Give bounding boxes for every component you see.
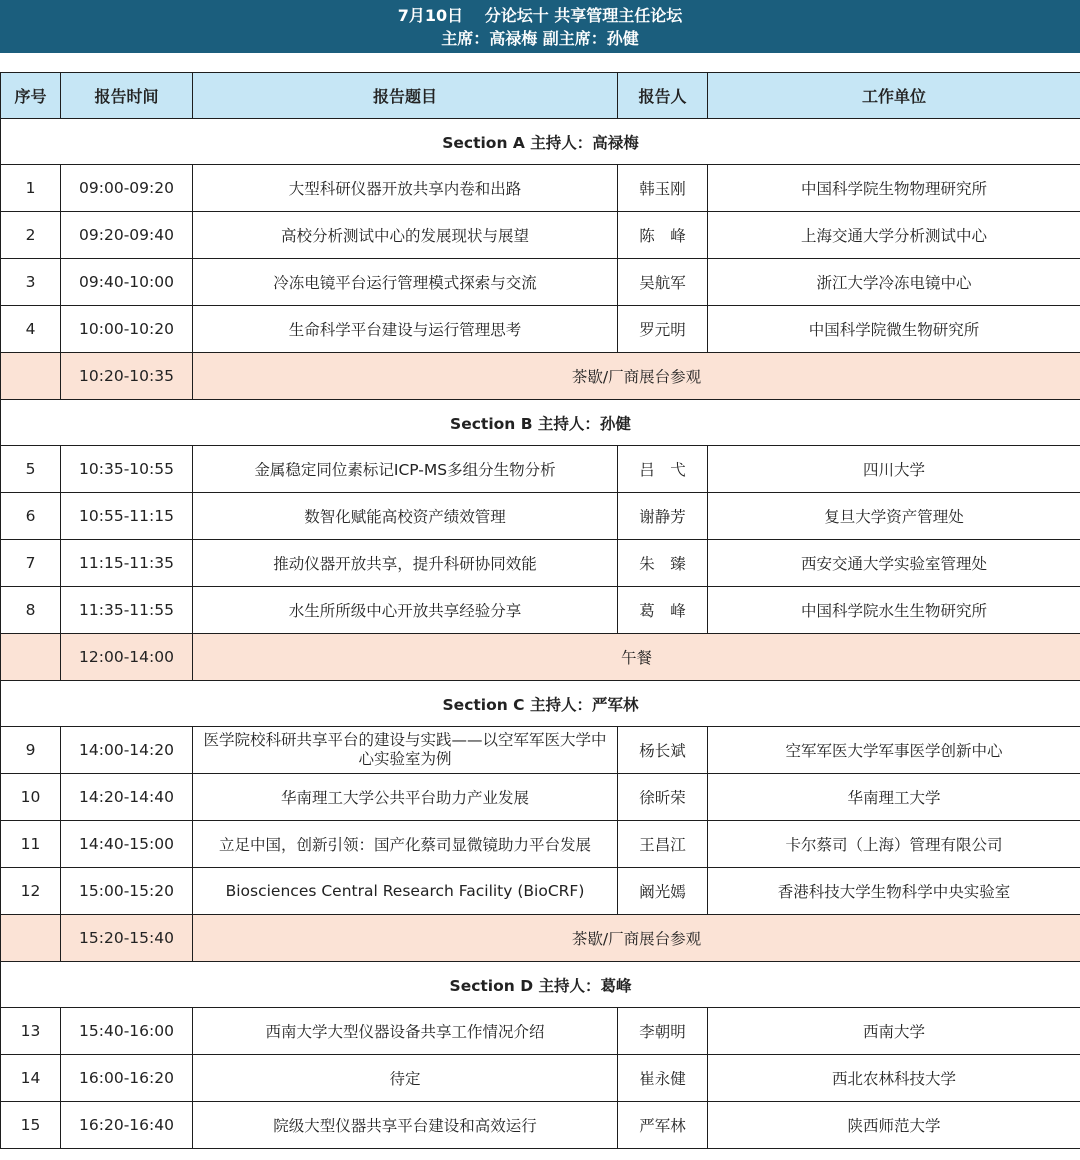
table-row [1,306,1080,353]
row-org: 中国科学院生物物理研究所 [708,165,1080,212]
row-title: 水生所所级中心开放共享经验分享 [193,587,618,634]
row-no: 4 [1,306,61,353]
row-title: 大型科研仪器开放共享内卷和出路 [193,165,618,212]
break-no [1,634,61,681]
col-header-speaker: 报告人 [618,73,708,119]
break-no [1,915,61,962]
row-speaker: 罗元明 [618,306,708,353]
row-title: 推动仪器开放共享，提升科研协同效能 [193,540,618,587]
break-time: 12:00-14:00 [61,634,193,681]
table-row [1,446,1080,493]
row-speaker: 李朝明 [618,1008,708,1055]
row-time: 11:15-11:35 [61,540,193,587]
row-title: 生命科学平台建设与运行管理思考 [193,306,618,353]
section-row-c [1,681,1080,727]
row-no: 9 [1,727,61,774]
row-no: 6 [1,493,61,540]
row-speaker: 阚光嫣 [618,868,708,915]
row-title: 西南大学大型仪器设备共享工作情况介绍 [193,1008,618,1055]
table-row [1,868,1080,915]
row-no: 1 [1,165,61,212]
section-title: Section B 主持人：孙健 [1,400,1080,446]
section-title: Section A 主持人：高禄梅 [1,119,1080,165]
table-row [1,1008,1080,1055]
row-speaker: 崔永健 [618,1055,708,1102]
row-speaker: 王昌江 [618,821,708,868]
row-title: Biosciences Central Research Facility (BioCRF) [193,868,618,915]
row-no: 8 [1,587,61,634]
row-org: 复旦大学资产管理处 [708,493,1080,540]
row-title: 金属稳定同位素标记ICP-MS多组分生物分析 [193,446,618,493]
break-label: 午餐 [193,634,1080,681]
row-speaker: 吕 弋 [618,446,708,493]
break-row [1,353,1080,400]
header-row [1,73,1080,119]
break-row [1,634,1080,681]
row-time: 15:40-16:00 [61,1008,193,1055]
row-title: 立足中国，创新引领：国产化蔡司显微镜助力平台发展 [193,821,618,868]
col-header-org: 工作单位 [708,73,1080,119]
table-row [1,727,1080,774]
row-org: 中国科学院水生生物研究所 [708,587,1080,634]
row-speaker: 韩玉刚 [618,165,708,212]
schedule-table [0,72,1080,1149]
row-no: 15 [1,1102,61,1149]
row-title: 华南理工大学公共平台助力产业发展 [193,774,618,821]
forum-chairs: 主席：高禄梅 副主席：孙健 [441,29,639,48]
row-title: 高校分析测试中心的发展现状与展望 [193,212,618,259]
row-time: 10:55-11:15 [61,493,193,540]
section-title: Section D 主持人：葛峰 [1,962,1080,1008]
row-org: 西北农林科技大学 [708,1055,1080,1102]
break-label: 茶歇/厂商展台参观 [193,353,1080,400]
row-org: 浙江大学冷冻电镜中心 [708,259,1080,306]
row-time: 14:20-14:40 [61,774,193,821]
row-org: 西南大学 [708,1008,1080,1055]
row-no: 14 [1,1055,61,1102]
row-org: 四川大学 [708,446,1080,493]
row-time: 10:00-10:20 [61,306,193,353]
row-org: 上海交通大学分析测试中心 [708,212,1080,259]
row-speaker: 严军林 [618,1102,708,1149]
row-no: 11 [1,821,61,868]
row-time: 14:00-14:20 [61,727,193,774]
row-org: 陕西师范大学 [708,1102,1080,1149]
row-org: 中国科学院微生物研究所 [708,306,1080,353]
table-row [1,1055,1080,1102]
row-org: 卡尔蔡司（上海）管理有限公司 [708,821,1080,868]
row-title: 冷冻电镜平台运行管理模式探索与交流 [193,259,618,306]
row-speaker: 朱 臻 [618,540,708,587]
table-row [1,259,1080,306]
row-title: 院级大型仪器共享平台建设和高效运行 [193,1102,618,1149]
row-no: 3 [1,259,61,306]
row-org: 空军军医大学军事医学创新中心 [708,727,1080,774]
row-title: 医学院校科研共享平台的建设与实践——以空军军医大学中心实验室为例 [193,727,618,774]
row-speaker: 陈 峰 [618,212,708,259]
row-time: 09:40-10:00 [61,259,193,306]
row-title: 数智化赋能高校资产绩效管理 [193,493,618,540]
row-time: 15:00-15:20 [61,868,193,915]
section-row-b [1,400,1080,446]
col-header-title: 报告题目 [193,73,618,119]
col-header-time: 报告时间 [61,73,193,119]
table-row [1,821,1080,868]
row-time: 09:00-09:20 [61,165,193,212]
row-no: 7 [1,540,61,587]
row-no: 13 [1,1008,61,1055]
row-time: 16:20-16:40 [61,1102,193,1149]
section-title: Section C 主持人：严军林 [1,681,1080,727]
section-row-d [1,962,1080,1008]
break-time: 10:20-10:35 [61,353,193,400]
table-row [1,587,1080,634]
table-row [1,774,1080,821]
row-time: 10:35-10:55 [61,446,193,493]
row-no: 10 [1,774,61,821]
break-time: 15:20-15:40 [61,915,193,962]
row-speaker: 谢静芳 [618,493,708,540]
banner-spacer [0,53,1080,73]
row-org: 华南理工大学 [708,774,1080,821]
break-row [1,915,1080,962]
row-no: 12 [1,868,61,915]
row-time: 09:20-09:40 [61,212,193,259]
table-row [1,212,1080,259]
row-org: 香港科技大学生物科学中央实验室 [708,868,1080,915]
row-speaker: 吴航军 [618,259,708,306]
row-time: 16:00-16:20 [61,1055,193,1102]
row-speaker: 杨长斌 [618,727,708,774]
row-no: 2 [1,212,61,259]
row-time: 14:40-15:00 [61,821,193,868]
break-label: 茶歇/厂商展台参观 [193,915,1080,962]
row-time: 11:35-11:55 [61,587,193,634]
forum-banner [0,0,1080,53]
forum-title: 7月10日 分论坛十 共享管理主任论坛 [397,6,683,25]
table-row [1,540,1080,587]
row-title: 待定 [193,1055,618,1102]
table-row [1,165,1080,212]
row-speaker: 徐昕荣 [618,774,708,821]
break-no [1,353,61,400]
section-row-a [1,119,1080,165]
table-row [1,493,1080,540]
col-header-no: 序号 [1,73,61,119]
row-no: 5 [1,446,61,493]
row-speaker: 葛 峰 [618,587,708,634]
row-org: 西安交通大学实验室管理处 [708,540,1080,587]
table-row [1,1102,1080,1149]
